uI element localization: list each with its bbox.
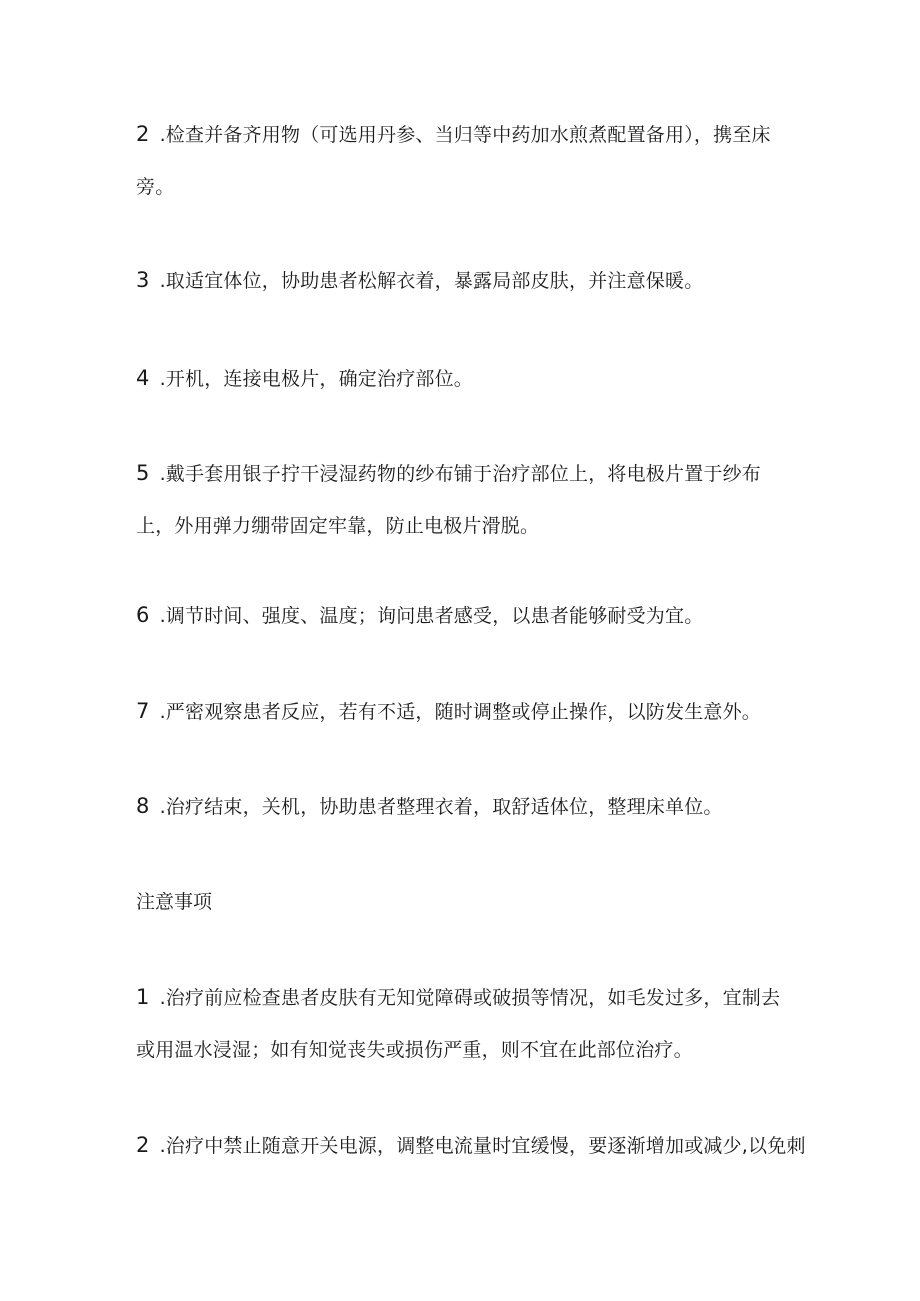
step-number: 2	[136, 122, 150, 146]
step-4	[136, 352, 796, 405]
step-text: .调节时间、强度、温度；询问患者感受，以患者能够耐受为宜。	[159, 605, 704, 627]
note-number: 1	[136, 985, 150, 1009]
step-number: 4	[136, 366, 150, 390]
note-text: .治疗中禁止随意开关电源，调整电流量时宜缓慢，要逐渐增加或减少,以免刺	[159, 1135, 806, 1157]
step-number: 8	[136, 794, 150, 818]
note-1	[136, 971, 796, 1076]
step-text: .检查并备齐用物（可选用丹参、当归等中药加水煎煮配置备用），携至床旁。	[136, 124, 771, 198]
step-text: .严密观察患者反应，若有不适，随时调整或停止操作，以防发生意外。	[159, 701, 762, 723]
note-2	[136, 1119, 816, 1172]
step-3	[136, 254, 796, 307]
step-6	[136, 589, 796, 642]
notes-heading: 注意事项	[136, 891, 213, 913]
step-text: .治疗结束，关机，协助患者整理衣着，取舒适体位，整理床单位。	[159, 796, 723, 818]
step-text: .戴手套用银子拧干浸湿药物的纱布铺于治疗部位上，将电极片置于纱布上，外用弹力绷带固定牢靠，防止电极片滑脱。	[136, 463, 762, 537]
note-text: .治疗前应检查患者皮肤有无知觉障碍或破损等情况，如毛发过多，宜制去或用温水浸湿；如有知觉丧失或损伤严重，则不宜在此部位治疗。	[136, 987, 781, 1061]
step-2	[136, 108, 796, 213]
step-8	[136, 780, 796, 833]
step-7	[136, 685, 796, 738]
step-number: 7	[136, 699, 150, 723]
step-number: 5	[136, 461, 150, 485]
step-5	[136, 447, 796, 552]
step-number: 3	[136, 268, 150, 292]
step-number: 6	[136, 603, 150, 627]
step-text: .取适宜体位，协助患者松解衣着，暴露局部皮肤，并注意保暖。	[159, 270, 704, 292]
step-text: .开机，连接电极片，确定治疗部位。	[159, 368, 474, 390]
note-number: 2	[136, 1133, 150, 1157]
